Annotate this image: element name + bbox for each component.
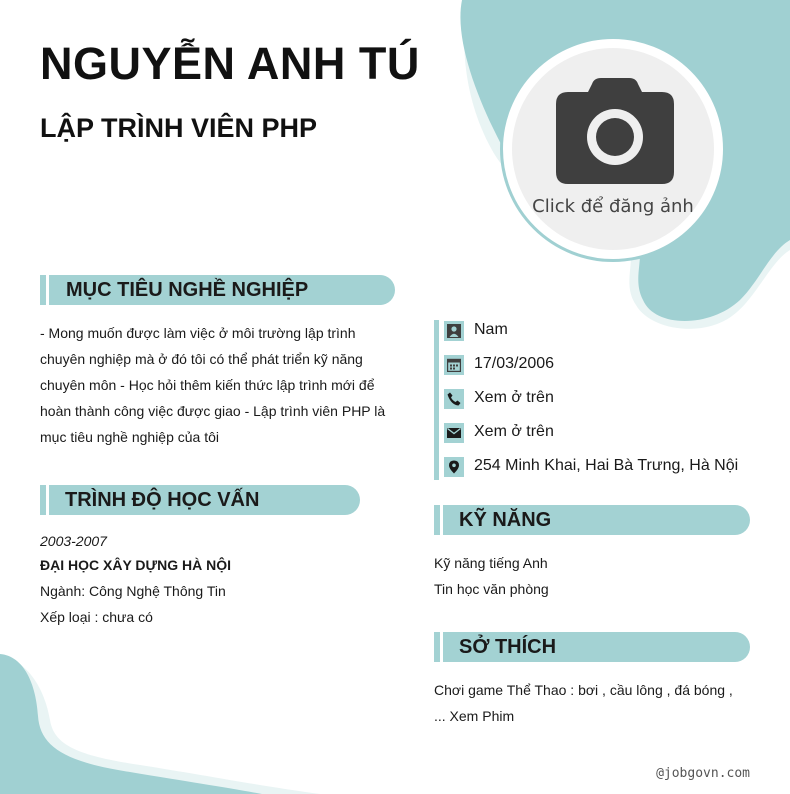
objective-heading-text: MỤC TIÊU NGHỀ NGHIỆP <box>66 279 309 301</box>
phone-icon <box>444 389 464 409</box>
person-icon <box>444 321 464 341</box>
objective-line: - Mong muốn được làm việc ở môi trường lập trình <box>40 325 356 341</box>
education-block <box>40 528 410 630</box>
hobbies-line: ... Xem Phim <box>434 708 515 724</box>
skills-heading <box>434 505 750 535</box>
education-grade: Xếp loại : chưa có <box>40 609 153 625</box>
location-pin-icon <box>444 457 464 477</box>
email-value: Xem ở trên <box>474 423 554 440</box>
email-icon <box>444 423 464 443</box>
gender-value: Nam <box>474 321 508 338</box>
hobbies-heading-text: SỞ THÍCH <box>459 636 557 658</box>
photo-upload-button[interactable] <box>500 36 726 262</box>
skills-heading-text: KỸ NĂNG <box>459 509 552 531</box>
education-school: ĐẠI HỌC XÂY DỰNG HÀ NỘI <box>40 557 232 573</box>
hobbies-line: Chơi game Thể Thao : bơi , cầu lông , đá bóng , <box>434 682 733 698</box>
bottom-left-decoration <box>0 650 320 794</box>
hobbies-heading <box>434 632 750 662</box>
hobbies-text <box>434 677 754 729</box>
objective-line: chuyên nghiệp mà ở đó tôi có thể phát triển kỹ năng <box>40 351 363 367</box>
camera-icon <box>556 78 674 184</box>
objective-line: chuyên môn - Học hỏi thêm kiến thức lập trình mới để <box>40 377 375 393</box>
skills-list <box>434 550 750 602</box>
birthday-value: 17/03/2006 <box>474 355 555 372</box>
objective-heading <box>40 275 395 305</box>
education-period: 2003-2007 <box>40 533 107 549</box>
skill-item: Tin học văn phòng <box>434 581 549 597</box>
photo-caption: Click để đăng ảnh <box>532 196 694 217</box>
job-title: LẬP TRÌNH VIÊN PHP <box>40 113 318 143</box>
calendar-icon <box>444 355 464 375</box>
footer-brand: @jobgovn.com <box>656 766 750 781</box>
address-value: 254 Minh Khai, Hai Bà Trưng, Hà Nội <box>474 457 739 474</box>
education-major: Ngành: Công Nghệ Thông Tin <box>40 583 226 599</box>
contact-accent-bar <box>434 320 439 480</box>
education-heading-text: TRÌNH ĐỘ HỌC VẤN <box>65 489 260 511</box>
candidate-name: NGUYỄN ANH TÚ <box>40 38 420 89</box>
education-heading <box>40 485 360 515</box>
phone-value: Xem ở trên <box>474 389 554 406</box>
skill-item: Kỹ năng tiếng Anh <box>434 555 548 571</box>
objective-text <box>40 320 410 450</box>
photo-placeholder <box>512 48 714 250</box>
objective-line: hoàn thành công việc được giao - Lập trình viên PHP là <box>40 403 386 419</box>
objective-line: mục tiêu nghề nghiệp của tôi <box>40 429 220 445</box>
